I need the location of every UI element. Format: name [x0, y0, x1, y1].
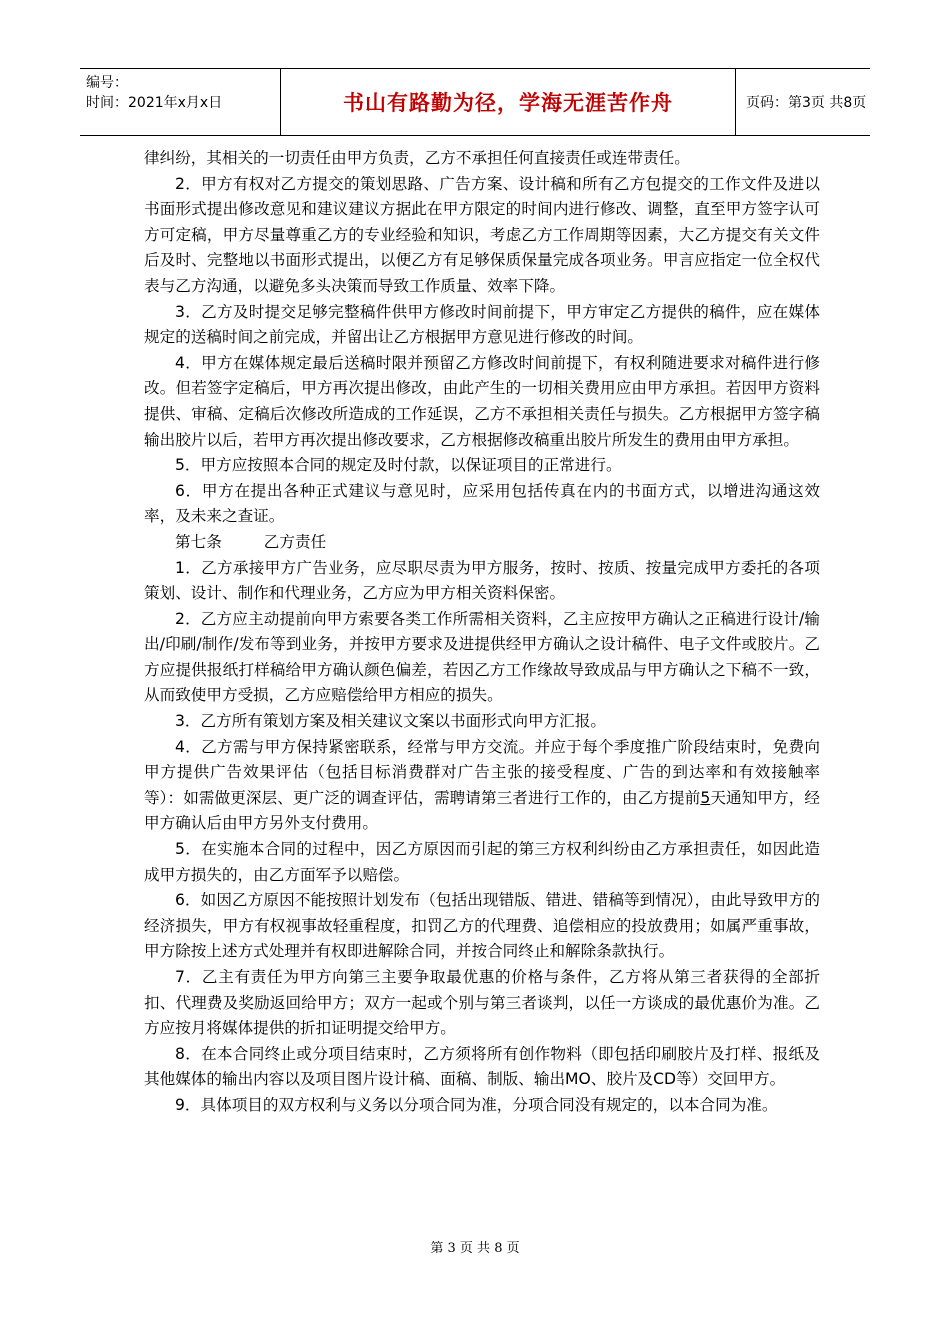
paragraph: 3．乙方及时提交足够完整稿件供甲方修改时间前提下，甲方审定乙方提供的稿件，应在媒体规定的送稿时间之前完成，并留出让乙方根据甲方意见进行修改的时间。: [144, 302, 820, 347]
document-date: 时间：2021年x月x日: [86, 95, 223, 111]
header-meta: [80, 69, 280, 135]
document-body: [144, 146, 820, 1119]
paragraph: 5．甲方应按照本合同的规定及时付款，以保证项目的正常进行。: [175, 456, 622, 475]
header-page-info: 页码：第3页 共8页: [746, 95, 867, 111]
paragraph: 3．乙方所有策划方案及相关建议文案以书面形式向甲方汇报。: [175, 712, 606, 731]
paragraph: 律纠纷，其相关的一切责任由甲方负责，乙方不承担任何直接责任或连带责任。: [144, 149, 690, 167]
paragraph: 2．乙方应主动提前向甲方索要各类工作所需相关资料，乙主应按甲方确认之正稿进行设计/输出/印刷/制作/发布等到业务，并按甲方要求及进提供经甲方确认之设计稿件、电子文件或胶片。乙方应提供报纸打样稿给甲方确认颜色偏差，若因乙方工作缘故导致成品与甲方确认之下稿不一致，从而致使甲方受损，乙方应赔偿给甲方相应的损失。: [144, 609, 820, 705]
paragraph-text: 天通知甲方，经甲方确认后由甲方另外支付费用。: [144, 788, 820, 833]
article-number: 第七条: [175, 532, 222, 551]
paragraph: 7．乙主有责任为甲方向第三主要争取最优惠的价格与条件，乙方将从第三者获得的全部折扣、代理费及奖励返回给甲方；双方一起或个别与第三者谈判，以任一方谈成的最优惠价为准。乙方应按月将媒体提供的折扣证明提交给甲方。: [144, 968, 820, 1038]
paragraph: 5．在实施本合同的过程中，因乙方原因而引起的第三方权利纠纷由乙方承担责任，如因此造成甲方损失的，由乙方面军予以赔偿。: [144, 840, 820, 884]
document-number-label: 编号：: [86, 75, 128, 91]
paragraph: 9．具体项目的双方权利与义务以分项合同为准，分项合同没有规定的，以本合同为准。: [175, 1095, 778, 1114]
paragraph: 4．甲方在媒体规定最后送稿时限并预留乙方修改时间前提下，有权利随进要求对稿件进行修改。但若签字定稿后，甲方再次提出修改，由此产生的一切相关费用应由甲方承担。若因甲方资料提供、审稿、定稿后次修改所造成的工作延误，乙方不承担相关责任与损失。乙方根据甲方签字稿输出胶片以后，若甲方再次提出修改要求，乙方根据修改稿重出胶片所发生的费用由甲方承担。: [144, 353, 820, 449]
paragraph: 6．甲方在提出各种正式建议与意见时，应采用包括传真在内的书面方式，以增进沟通这效率，及未来之查证。: [144, 481, 820, 526]
page-header: [80, 68, 870, 136]
underlined-days: 5: [700, 788, 711, 807]
header-motto: 书山有路勤为径，学海无涯苦作舟: [280, 69, 736, 135]
article-heading: [144, 530, 820, 556]
page-footer: 第 3 页 共 8 页: [430, 1241, 520, 1256]
article-title: 乙方责任: [263, 532, 327, 551]
paragraph-text: 4．乙方需与甲方保持紧密联系，经常与甲方交流。并应于每个季度推广阶段结束时，免费向甲方提供广告效果评估（包括目标消费群对广告主张的接受程度、广告的到达率和有效接触率等）：如需做更深层、更广泛的调查评估，需聘请第三者进行工作的，由乙方提前: [144, 737, 820, 807]
paragraph: 8．在本合同终止或分项目结束时，乙方须将所有创作物料（即包括印刷胶片及打样、报纸及其他媒体的输出内容以及项目图片设计稿、面稿、制版、输出MO、胶片及CD等）交回甲方。: [144, 1044, 820, 1089]
paragraph: 6．如因乙方原因不能按照计划发布（包括出现错版、错进、错稿等到情况），由此导致甲方的经济损失，甲方有权视事故轻重程度，扣罚乙方的代理费、追偿相应的投放费用；如属严重事故，甲方除按上述方式处理并有权即进解除合同，并按合同终止和解除条款执行。: [144, 891, 820, 961]
paragraph: [144, 735, 820, 837]
paragraph: 1．乙方承接甲方广告业务，应尽职尽责为甲方服务，按时、按质、按量完成甲方委托的各项策划、设计、制作和代理业务，乙方应为甲方相关资料保密。: [144, 558, 820, 603]
paragraph: 2．甲方有权对乙方提交的策划思路、广告方案、设计稿和所有乙方包提交的工作文件及进以书面形式提出修改意见和建议建议方据此在甲方限定的时间内进行修改、调整，直至甲方签字认可方可定稿，甲方尽量尊重乙方的专业经验和知识，考虑乙方工作周期等因素，大乙方提交有关文件后及时、完整地以书面形式提出，以便乙方有足够保质保量完成各项业务。甲言应指定一位全权代表与乙方沟通，以避免多头决策而导致工作质量、效率下降。: [144, 174, 820, 295]
